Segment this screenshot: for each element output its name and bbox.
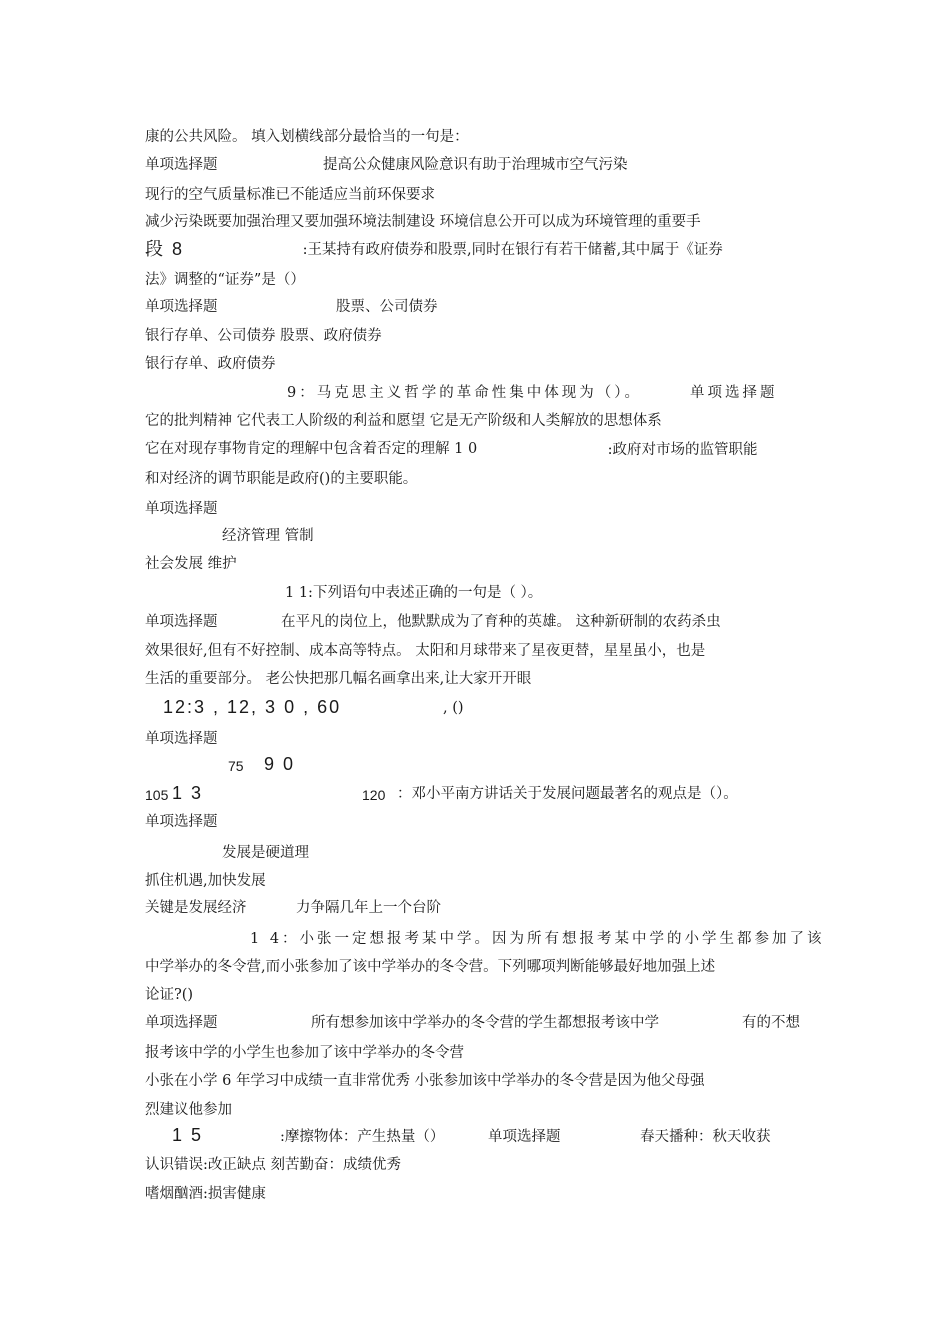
text-line: 单项选择题 bbox=[145, 814, 218, 830]
question-number: 段 8 bbox=[145, 239, 185, 259]
text-line: 效果很好,但有不好控制、成本高等特点。 太阳和月球带来了星夜更替，星星虽小，也是 bbox=[145, 643, 706, 659]
text-line: 9：马克思主义哲学的革命性集中体现为（）。 bbox=[287, 385, 642, 401]
text-line: 和对经济的调节职能是政府()的主要职能。 bbox=[145, 471, 418, 487]
text-line: 银行存单、公司债券 股票、政府债券 bbox=[145, 328, 382, 344]
text-line: 小张在小学 6 年学习中成绩一直非常优秀 小张参加该中学举办的冬令营是因为他父母强 bbox=[145, 1073, 705, 1089]
text-line: 单项选择题 bbox=[145, 731, 218, 747]
text-line: 单项选择题 bbox=[145, 1015, 223, 1031]
text-line: 中学举办的冬令营,而小张参加了该中学举办的冬令营。下列哪项判断能够最好地加强上述 bbox=[145, 959, 716, 975]
text-line: 单项选择题 bbox=[145, 299, 223, 315]
text-line: 有的不想 bbox=[742, 1015, 800, 1031]
question-number: 1 5 bbox=[172, 1125, 204, 1145]
option-value: 120 bbox=[362, 787, 386, 803]
text-line: 嗜烟酗酒:损害健康 bbox=[145, 1186, 271, 1202]
text-line: :政府对市场的监管职能 bbox=[603, 442, 758, 458]
option-value: 105 bbox=[145, 787, 169, 803]
question-number: 1 3 bbox=[172, 783, 204, 803]
text-line: ：邓小平南方讲话关于发展问题最著名的观点是（）。 bbox=[397, 786, 738, 802]
text-line: 它的批判精神 它代表工人阶级的利益和愿望 它是无产阶级和人类解放的思想体系 bbox=[145, 413, 662, 429]
text-line: 股票、公司债券 bbox=[336, 299, 438, 315]
question-number: 12:3 , 12, 3 0 , 60 bbox=[163, 697, 342, 717]
text-line: 论证?() bbox=[145, 987, 194, 1003]
text-line: 认识错误:改正缺点 刻苦勤奋：成绩优秀 bbox=[145, 1157, 401, 1173]
text-line: 力争隔几年上一个台阶 bbox=[296, 900, 441, 916]
text-line: 银行存单、政府债券 bbox=[145, 356, 281, 372]
option-value: 75 bbox=[228, 758, 244, 774]
text-line: 减少污染既要加强治理又要加强环境法制建设 环境信息公开可以成为环境管理的重要手 bbox=[145, 214, 701, 230]
text-line: 所有想参加该中学举办的冬令营的学生都想报考该中学 bbox=[311, 1015, 659, 1031]
text-line: 在平凡的岗位上，他默默成为了育种的英雄。 这种新研制的农药杀虫 bbox=[281, 614, 721, 630]
text-line: 关键是发展经济 bbox=[145, 900, 247, 916]
text-line: 1 4：小张一定想报考某中学。因为所有想报考某中学的小学生都参加了该 bbox=[250, 931, 825, 947]
text-line: 提高公众健康风险意识有助于治理城市空气污染 bbox=[323, 157, 628, 173]
text-line: 康的公共风险。 填入划横线部分最恰当的一句是： bbox=[145, 129, 469, 145]
text-line: 社会发展 维护 bbox=[145, 556, 242, 572]
text-line: 单项选择题 bbox=[690, 385, 786, 401]
text-line: 单项选择题 bbox=[488, 1129, 566, 1145]
text-line: 春天播种：秋天收获 bbox=[640, 1129, 771, 1145]
text-line: 烈建议他参加 bbox=[145, 1102, 232, 1118]
text-line: 发展是硬道理 bbox=[222, 845, 309, 861]
text-line: 法》调整的“证券”是（） bbox=[145, 272, 305, 288]
text-line: :王某持有政府债券和股票,同时在银行有若干储蓄,其中属于《证券 bbox=[298, 242, 723, 258]
text-line: 单项选择题 bbox=[145, 501, 218, 517]
text-line: :摩擦物体：产生热量（） bbox=[280, 1129, 445, 1145]
option-value: 9 0 bbox=[264, 754, 296, 774]
text-line: , () bbox=[443, 700, 464, 716]
text-line: 它在对现存事物肯定的理解中包含着否定的理解 1 0 bbox=[145, 441, 478, 457]
text-line: 抓住机遇,加快发展 bbox=[145, 873, 266, 889]
text-line: 单项选择题 bbox=[145, 157, 223, 173]
text-line: 报考该中学的小学生也参加了该中学举办的冬令营 bbox=[145, 1045, 464, 1061]
text-line: 现行的空气质量标准已不能适应当前环保要求 bbox=[145, 187, 435, 203]
text-line: 1 1:下列语句中表述正确的一句是（ ）。 bbox=[285, 585, 543, 601]
text-line: 单项选择题 bbox=[145, 614, 223, 630]
text-line: 生活的重要部分。 老公快把那几幅名画拿出来,让大家开开眼 bbox=[145, 671, 532, 687]
text-line: 经济管理 管制 bbox=[222, 528, 314, 544]
